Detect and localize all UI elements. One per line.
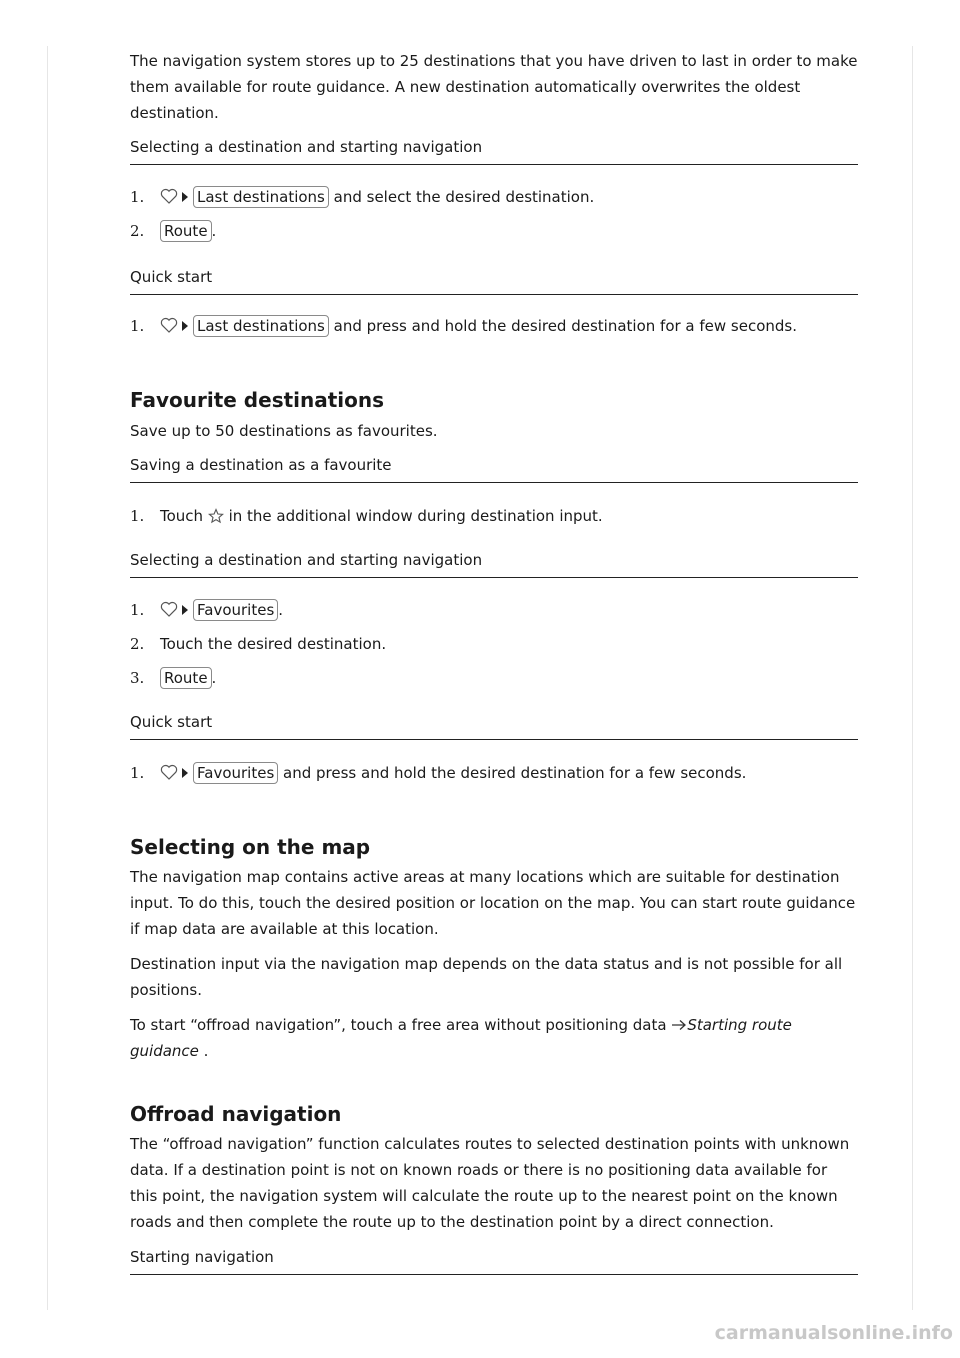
step-text: .	[278, 601, 284, 619]
list-item	[130, 631, 858, 665]
favourites-button[interactable]: Favourites	[193, 599, 278, 621]
favourites-quick-heading: Quick start	[130, 710, 858, 740]
step-text: Touch	[160, 507, 208, 525]
favourites-select-heading: Selecting a destination and starting navigation	[130, 548, 858, 578]
map-paragraph-1: The navigation map contains active areas at many locations which are suitable for destination input. To do this, touch the desired position or location on the map. You can start route guidance if map data are available at this location.	[130, 868, 856, 938]
page-border-left	[47, 46, 48, 1310]
favourites-saving-steps	[130, 503, 858, 537]
step-text: in the additional window during destination input.	[223, 507, 603, 525]
offroad-paragraph: The “offroad navigation” function calculates routes to selected destination points with unknown data. If a destination point is not on known roads or there is no positioning data available for this point, the navigation system will calculate the route up to the nearest point on the known roads and then complete the route up to the destination point by a direct connection.	[130, 1135, 850, 1231]
step-number: 2.	[130, 635, 145, 653]
step-number: 1.	[130, 507, 145, 525]
list-item	[130, 665, 858, 699]
play-icon	[181, 191, 189, 203]
last-dest-select-steps	[130, 184, 858, 252]
map-paragraph-3	[130, 1012, 820, 1064]
step-number: 1.	[130, 188, 145, 206]
step-text: and press and hold the desired destination for a few seconds.	[278, 764, 747, 782]
play-icon	[181, 320, 189, 332]
step-text: .	[211, 222, 217, 240]
offroad-starting-heading: Starting navigation	[130, 1245, 858, 1275]
intro-paragraph: The navigation system stores up to 25 destinations that you have driven to last in order to make them available for route guidance. A new destination automatically overwrites the oldest destination.	[130, 52, 858, 122]
step-text: and select the desired destination.	[328, 188, 595, 206]
favourites-quick-steps	[130, 760, 858, 794]
last-dest-quick-steps	[130, 313, 858, 347]
step-number: 1.	[130, 601, 145, 619]
map-paragraph-3-end: .	[198, 1042, 209, 1060]
heart-icon[interactable]	[160, 764, 178, 780]
list-item	[130, 760, 858, 794]
favourites-intro: Save up to 50 destinations as favourites.	[130, 422, 438, 440]
heart-icon[interactable]	[160, 601, 178, 617]
arrow-right-icon	[671, 1019, 687, 1031]
step-number: 2.	[130, 222, 145, 240]
map-title: Selecting on the map	[130, 835, 371, 859]
step-number: 1.	[130, 317, 145, 335]
favourites-button[interactable]: Favourites	[193, 762, 278, 784]
step-text: Touch the desired destination.	[160, 635, 387, 653]
favourites-select-steps	[130, 597, 858, 699]
list-item	[130, 184, 858, 218]
heart-icon[interactable]	[160, 317, 178, 333]
page-border-right	[912, 46, 913, 1310]
heart-icon[interactable]	[160, 188, 178, 204]
last-destinations-button[interactable]: Last destinations	[193, 186, 329, 208]
offroad-title: Offroad navigation	[130, 1102, 342, 1126]
step-text: .	[211, 669, 217, 687]
last-dest-select-heading: Selecting a destination and starting navigation	[130, 135, 858, 165]
map-paragraph-2: Destination input via the navigation map depends on the data status and is not possible for all positions.	[130, 955, 843, 999]
list-item	[130, 218, 858, 252]
watermark: carmanualsonline.info	[714, 1322, 953, 1344]
list-item	[130, 597, 858, 631]
favourites-title: Favourite destinations	[130, 388, 385, 412]
list-item	[130, 313, 858, 347]
list-item	[130, 503, 858, 537]
play-icon	[181, 604, 189, 616]
step-number: 3.	[130, 669, 145, 687]
starting-route-guidance-link[interactable]: Starting route guidance	[130, 1016, 792, 1060]
route-button[interactable]: Route	[160, 220, 212, 242]
play-icon	[181, 767, 189, 779]
step-text: and press and hold the desired destination for a few seconds.	[328, 317, 798, 335]
map-paragraph-3-text: To start “offroad navigation”, touch a free area without positioning data	[130, 1016, 672, 1034]
star-icon[interactable]	[208, 508, 224, 524]
last-destinations-button[interactable]: Last destinations	[193, 315, 329, 337]
step-number: 1.	[130, 764, 145, 782]
favourites-saving-heading: Saving a destination as a favourite	[130, 453, 858, 483]
route-button[interactable]: Route	[160, 667, 212, 689]
last-dest-quick-heading: Quick start	[130, 265, 858, 295]
